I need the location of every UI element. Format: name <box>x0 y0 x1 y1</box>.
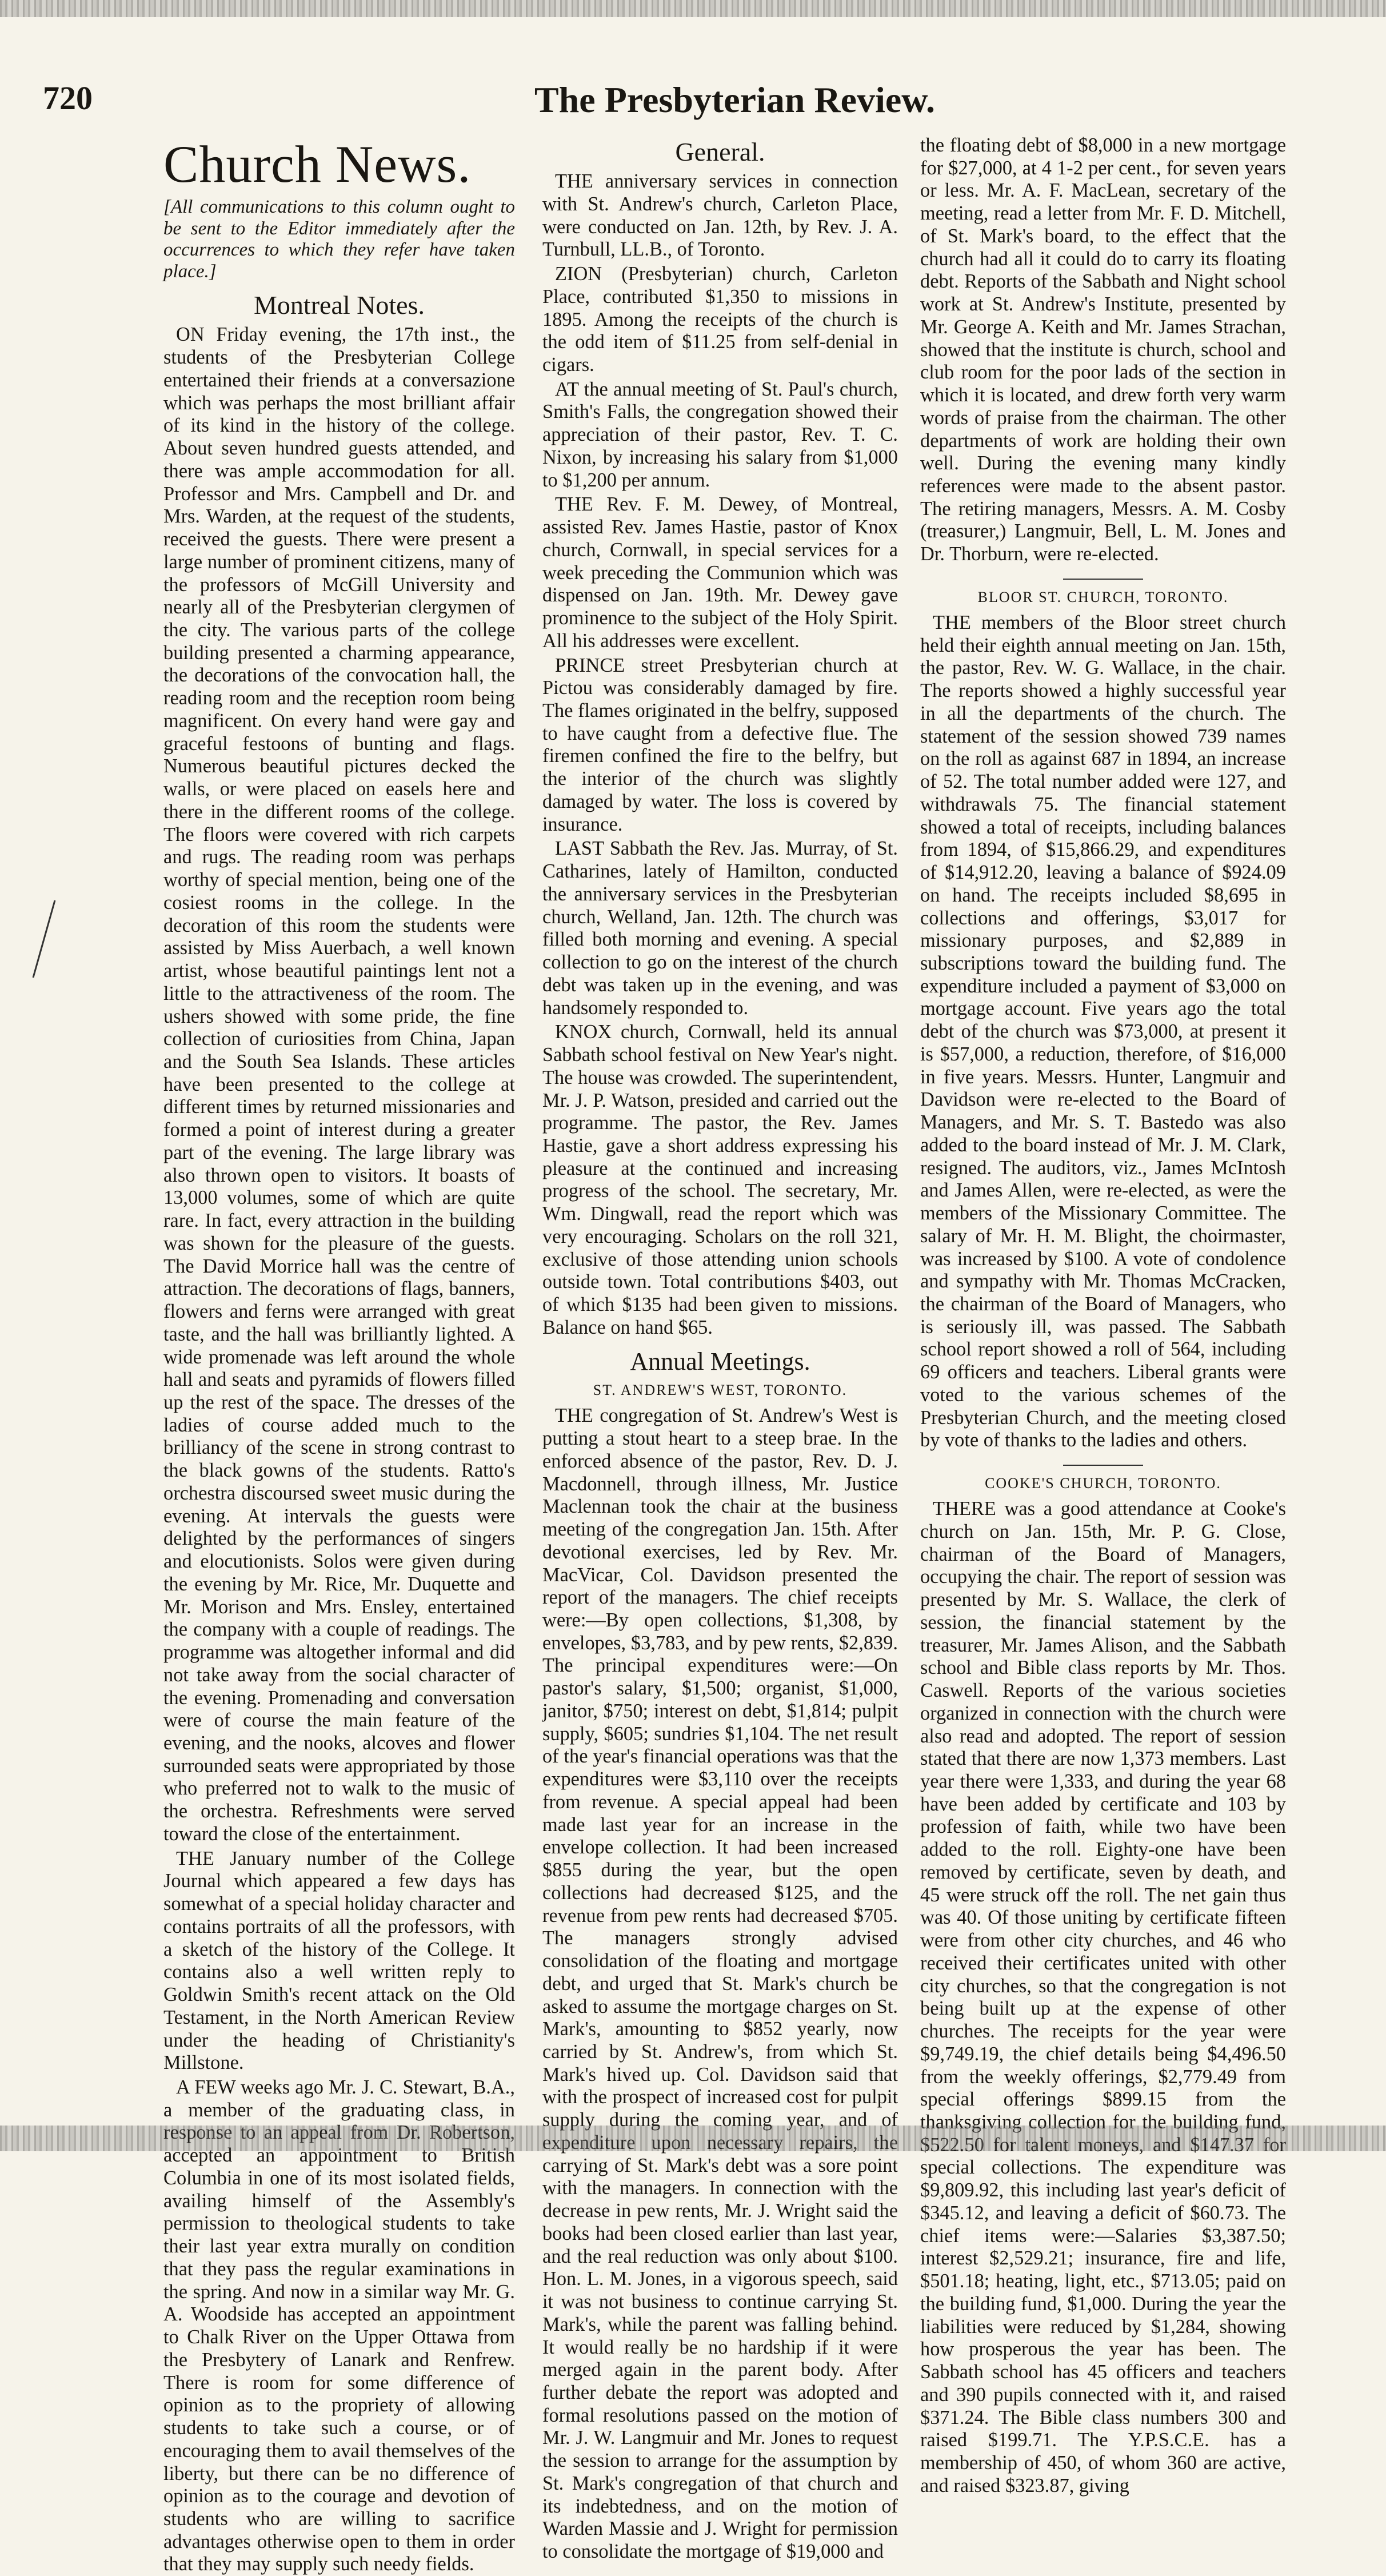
article-paragraph: THERE was a good attendance at Cooke's church on Jan. 15th, Mr. P. G. Close, chairman of the Board of Managers, occupying the chair. The report of session was presented by Mr. S. Wallace, the clerk of session, the financial statement by the treasurer, Mr. James Alison, and the Sabbath school and Bible class reports by Mr. Thos. Caswell. Reports of the various societies organized in connection with the church were also read and adopted. The report of session stated that there are now 1,373 members. Last year there were 1,333, and during the year 68 have been added by certificate and 103 by profession of faith, while two have been added to the roll. Eighty-one have been removed by certificate, seven by death, and 45 were struck off the roll. The net gain thus was 40. Of those uniting by certificate fifteen were from other city churches, and 46 who received their certificates united with other city churches, so that the congregation is not being built up at the expense of other churches. The receipts for the year were $9,749.19, the chief details being $4,496.50 from the weekly offerings, $2,779.49 from special offerings $899.15 from the thanksgiving collection for the building fund, $522.50 for talent moneys, and $147.37 for special collections. The expenditure was $9,809.92, this including last year's deficit of $345.12, and leaving a deficit of $60.73. The chief items were:—Salaries $3,387.50; interest $2,529.21; insurance, fire and life, $501.18; heating, light, etc., $713.05; paid on the building fund, $1,000. During the year the liabilities were reduced by $1,284, showing how prosperous the year has been. The Sabbath school has 45 officers and teachers and 390 pupils connected with it, and raised $371.24. The Bible class numbers 300 and raised $199.71. The Y.P.S.C.E. has a membership of 450, of whom 360 are active, and raised $323.87, giving <box>920 1498 1286 2497</box>
article-paragraph: the floating debt of $8,000 in a new mortgage for $27,000, at 4 1-2 per cent., for seven years or less. Mr. A. F. MacLean, secretary of the meeting, read a letter from Mr. F. D. Mitchell, of St. Mark's board, to the effect that the church had all it could do to carry its floating debt. Reports of the Sabbath and Night school work at St. Andrew's Institute, presented by Mr. George A. Keith and Mr. James Strachan, showed that the institute is church, school and club room for the poor lads of the section in which it is located, and drew forth very warm words of praise from the chairman. The other departments of work are holding their own well. During the evening many kindly references were made to the absent pastor. The retiring managers, Messrs. A. M. Cosby (treasurer,) Langmuir, Bell, L. M. Jones and Dr. Thorburn, were re-elected. <box>920 134 1286 565</box>
article-paragraph: LAST Sabbath the Rev. Jas. Murray, of St. Catharines, lately of Hamilton, conducted the anniversary services in the Presbyterian church, Welland, Jan. 12th. The church was filled both morning and evening. A special collection to go on the interest of the church debt was taken up in the evening, and was handsomely responded to. <box>542 838 898 1019</box>
article-paragraph: THE congregation of St. Andrew's West is putting a stout heart to a steep brae. In the enforced absence of the pastor, Rev. D. J. Macdonnell, through illness, Mr. Justice Maclennan took the chair at the business meeting of the congregation Jan. 15th. After devotional exercises, led by Rev. Mr. MacVicar, Col. Davidson presented the report of the managers. The chief receipts were:—By open collections, $1,308, by envelopes, $3,783, and by pew rents, $2,839. The principal expenditures were:—On pastor's salary, $1,500; organist, $1,000, janitor, $750; interest on debt, $1,814; pulpit supply, $605; sundries $1,104. The net result of the year's financial operations was that the expenditures were $3,110 over the receipts from revenue. A special appeal had been made last year for an increase in the envelope collection. It had been increased $855 during the year, but the open collections had decreased $125, and the revenue from pew rents had decreased $705. The managers strongly advised consolidation of the floating and mortgage debt, and urged that St. Mark's church be asked to assume the mortgage charges on St. Mark's, amounting to $852 yearly, now carried by St. Andrew's, from which St. Mark's hived up. Col. Davidson said that with the prospect of increased cost for pulpit supply during the coming year, and of expenditure upon necessary repairs, the carrying of St. Mark's debt was a sore point with the managers. In connection with the decrease in pew rents, Mr. J. Wright said the books had been closed earlier than last year, and the real reduction was only about $100. Hon. L. M. Jones, in a vigorous speech, said it was not business to continue carrying St. Mark's, while the parent was falling behind. It would really be no hardship if it were merged again in the parent body. After further debate the report was adopted and formal resolutions passed on the motion of Mr. J. W. Langmuir and Mr. Jones to request the session to arrange for the assumption by St. Mark's congregation of that church and its indebtedness, and on the motion of Warden Massie and J. Wright for permission to consolidate the mortgage of $19,000 and <box>542 1405 898 2563</box>
editor-note: [All communications to this column ought to be sent to the Editor immediately after the occurrences to which they refer have taken place.] <box>163 196 515 282</box>
article-paragraph: KNOX church, Cornwall, held its annual Sabbath school festival on New Year's night. The house was crowded. The superintendent, Mr. J. P. Watson, presided and carried out the programme. The pastor, the Rev. James Hastie, gave a short address expressing his pleasure at the continued and increasing progress of the school. The secretary, Mr. Wm. Dingwall, read the report which was very encouraging. Scholars on the roll 321, exclusive of those attending union schools outside town. Total contributions $403, out of which $135 had been given to missions. Balance on hand $65. <box>542 1021 898 1338</box>
subheading-st-andrews-west: ST. ANDREW'S WEST, TORONTO. <box>593 1382 848 1399</box>
article-paragraph: A FEW weeks ago Mr. J. C. Stewart, B.A., a member of the graduating class, in response to an appeal from Dr. Robertson, accepted an appointment to British Columbia in one of its most isolated fields, availing himself of the Assembly's permission to theological students to take their last year extra murally on condition that they pass the regular examinations in the spring. And now in a similar way Mr. G. A. Woodside has accepted an appointment to Chalk River on the Upper Ottawa from the Presbytery of Lanark and Renfrew. There is room for some difference of opinion as to the propriety of allowing students to take such a course, or of encouraging them to avail themselves of the liberty, but there can be no difference of opinion as to the courage and devotion of students who are willing to sacrifice advantages otherwise open to them in order that they may supply such needy fields. <box>163 2076 515 2575</box>
page-number: 720 <box>43 79 93 117</box>
article-paragraph: THE January number of the College Journal which appeared a few days has somewhat of a special holiday character and contains portraits of all the professors, with a sketch of the history of the College. It contains also a well written reply to Goldwin Smith's recent attack on the Old Testament, in the North American Review under the heading of Christianity's Millstone. <box>163 1847 515 2074</box>
article-paragraph: PRINCE street Presbyterian church at Pictou was considerably damaged by fire. The flames originated in the belfry, supposed to have caught from a defective flue. The firemen confined the fire to the belfry, but the interior of the church was slightly damaged by water. The loss is covered by insurance. <box>542 654 898 835</box>
subheading-annual-meetings: Annual Meetings. <box>630 1347 810 1375</box>
column-church-news <box>163 134 515 2575</box>
article-paragraph: THE anniversary services in connection with St. Andrew's church, Carleton Place, were conducted on Jan. 12th, by Rev. J. A. Turnbull, LL.B., of Toronto. <box>542 170 898 261</box>
scan-edge-bottom <box>0 2126 1386 2151</box>
journal-title: The Presbyterian Review. <box>534 79 935 120</box>
article-paragraph: THE Rev. F. M. Dewey, of Montreal, assisted Rev. James Hastie, pastor of Knox church, Cornwall, in special services for a week preceding the Communion which was dispensed on Jan. 19th. Mr. Dewey gave prominence to the subject of the Holy Spirit. All his addresses were excellent. <box>542 493 898 652</box>
article-paragraph: AT the annual meeting of St. Paul's church, Smith's Falls, the congregation showed their appreciation of their pastor, Rev. T. C. Nixon, by increasing his salary from $1,000 to $1,200 per annum. <box>542 378 898 491</box>
subheading-cookes-church: COOKE'S CHURCH, TORONTO. <box>985 1475 1221 1492</box>
subheading-general: General. <box>675 137 765 166</box>
article-paragraph: ON Friday evening, the 17th inst., the students of the Presbyterian College entertained their friends at a conversazione which was perhaps the most brilliant affair of its kind in the history of the college. About seven hundred guests attended, and there was ample accommodation for all. Professor and Mrs. Campbell and Dr. and Mrs. Warden, at the request of the students, received the guests. There were present a large number of prominent citizens, many of the professors of McGill University and nearly all of the Presbyterian clergymen of the city. The various parts of the college building presented a charming appearance, the decorations of the convocation hall, the reading room and the reception room being magnificent. On every hand were gay and graceful festoons of bunting and flags. Numerous beautiful pictures decked the walls, or were placed on easels here and there in the different rooms of the college. The floors were covered with rich carpets and rugs. The reading room was perhaps worthy of special mention, being one of the cosiest rooms in the college. In the decoration of this room the students were assisted by Miss Auerbach, a well known artist, whose beautiful paintings lent not a little to the attractiveness of the room. The ushers showed with some pride, the fine collection of curiosities from China, Japan and the South Sea Islands. These articles have been presented to the college at different times by returned missionaries and formed a point of interest during a greater part of the evening. The large library was also thrown open to visitors. It boasts of 13,000 volumes, some of which are quite rare. In fact, every attraction in the building was shown for the pleasure of the guests. The David Morrice hall was the centre of attraction. The decorations of flags, banners, flowers and ferns were arranged with great taste, and the hall was brilliantly lighted. A wide promenade was left around the whole hall and seats and pyramids of flowers filled up the rest of the space. The dresses of the ladies of course added much to the brilliancy of the scene in strong contrast to the black gowns of the students. Ratto's orchestra discoursed sweet music during the evening. At intervals the guests were delighted by the performances of singers and elocutionists. Solos were given during the evening by Mr. Rice, Mr. Duquette and Mr. Morison and Mrs. Ensley, entertained the company with a couple of readings. The programme was altogether informal and did not take away from the social character of the evening. Promenading and conversation were of course the main feature of the evening, and the nooks, alcoves and flower surrounded seats were appropriated by those who preferred not to walk to the music of the orchestra. Refreshments were served toward the close of the entertainment. <box>163 324 515 1845</box>
page-header <box>43 79 1335 130</box>
subheading-bloor-st-church: BLOOR ST. CHURCH, TORONTO. <box>977 588 1229 605</box>
section-heading-church-news: Church News. <box>163 135 472 193</box>
column-general <box>542 134 898 2563</box>
section-divider <box>1063 1465 1143 1466</box>
article-paragraph: THE members of the Bloor street church held their eighth annual meeting on Jan. 15th, the pastor, Rev. W. G. Wallace, in the chair. The reports showed a highly successful year in all the departments of the church. The statement of the session showed 739 names on the roll as against 687 in 1894, an increase of 52. The total number added were 127, and withdrawals 75. The financial statement showed a total of receipts, including balances from 1894, of $15,866.29, and expenditures of $14,912.20, leaving a balance of $924.09 on hand. The receipts included $8,695 in collections and offerings, $3,017 for missionary purposes, and $2,889 in subscriptions toward the building fund. The expenditure included a payment of $3,000 on mortgage account. Five years ago the total debt of the church was $73,000, at present it is $57,000, a reduction, therefore, of $16,000 in five years. Messrs. Hunter, Langmuir and Davidson were re-elected to the Board of Managers, and Mr. S. T. Bastedo was also added to the board instead of Mr. J. M. Clark, resigned. The auditors, viz., James McIntosh and James Allen, were re-elected, as were the members of the Missionary Committee. The salary of Mr. H. M. Blight, the choirmaster, was increased by $100. A vote of condolence and sympathy with Mr. Thomas McCracken, the chairman of the Board of Managers, who is seriously ill, was passed. The Sabbath school report showed a roll of 564, including 69 officers and teachers. Liberal grants were voted to the various schemes of the Presbyterian Church, and the meeting closed by vote of thanks to the ladies and others. <box>920 611 1286 1452</box>
scan-edge-top <box>0 0 1386 17</box>
section-divider <box>1063 579 1143 580</box>
subheading-montreal-notes: Montreal Notes. <box>254 290 425 320</box>
margin-pencil-mark <box>27 898 62 983</box>
column-annual-meetings-continued <box>920 134 1286 2497</box>
article-paragraph: ZION (Presbyterian) church, Carleton Place, contributed $1,350 to missions in 1895. Among the receipts of the church is the odd item of $11.25 from self-denial in cigars. <box>542 263 898 376</box>
